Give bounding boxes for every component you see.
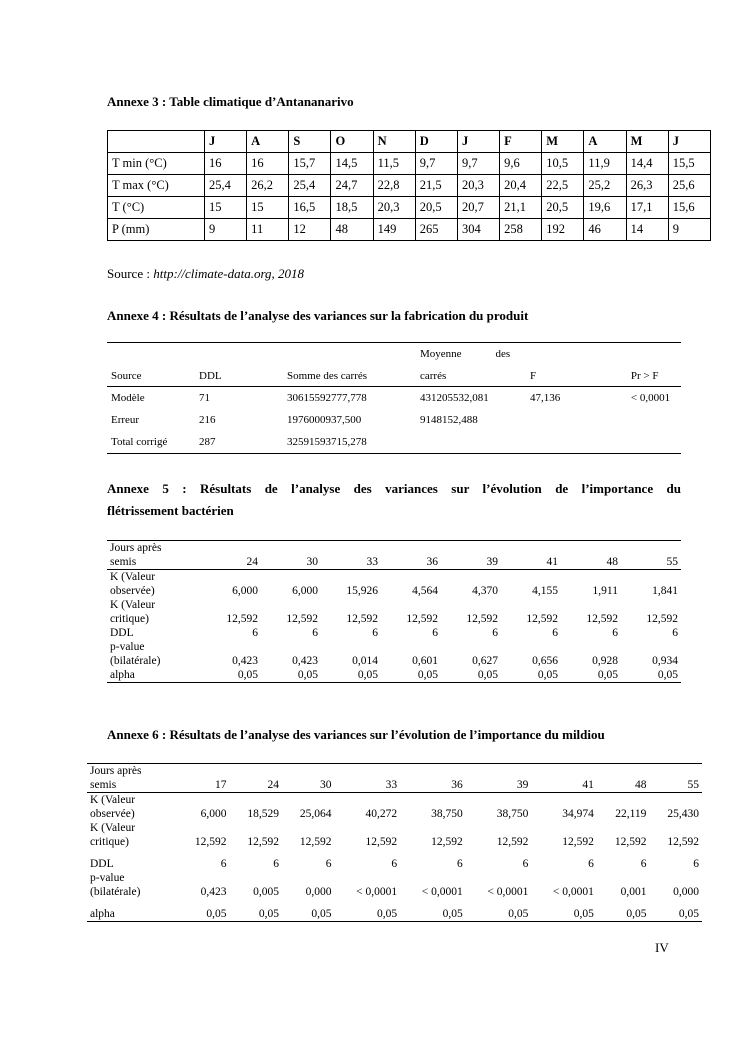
table-cell: 12 xyxy=(289,219,331,241)
table-cell: 216 xyxy=(199,414,216,426)
table-cell: 0,423 xyxy=(232,655,258,667)
table-cell: 14 xyxy=(626,219,668,241)
table-cell: 16 xyxy=(247,153,289,175)
climate-row xyxy=(108,197,711,219)
row-label: alpha xyxy=(107,668,201,683)
table-cell: 1,841 xyxy=(652,585,678,597)
table-cell: 16,5 xyxy=(289,197,331,219)
table-cell: 12,592 xyxy=(226,613,258,625)
day-header: 39 xyxy=(466,764,532,793)
table-cell: 71 xyxy=(199,392,210,404)
table-cell: 22,119 xyxy=(615,808,647,820)
day-header: 36 xyxy=(381,541,441,570)
table-cell: 0,05 xyxy=(261,668,321,683)
month-header: J xyxy=(668,131,710,153)
table-cell: 6 xyxy=(612,627,618,639)
table-cell: 6 xyxy=(693,858,699,870)
annexe4-title: Annexe 4 : Résultats de l’analyse des variances sur la fabrication du produit xyxy=(107,308,529,323)
table-cell: 12,592 xyxy=(247,836,280,848)
table-cell: 26,3 xyxy=(626,175,668,197)
table-cell: 21,5 xyxy=(415,175,457,197)
month-header: F xyxy=(500,131,542,153)
row-label: DDL xyxy=(90,858,114,870)
day-header: 48 xyxy=(561,541,621,570)
row-label: T min (°C) xyxy=(108,153,205,175)
day-header: 39 xyxy=(441,541,501,570)
table-cell: 10,5 xyxy=(542,153,584,175)
month-header: O xyxy=(331,131,373,153)
stat-row xyxy=(87,793,702,822)
header-ddl: DDL xyxy=(195,365,283,387)
table-cell: 0,05 xyxy=(621,668,681,683)
anova-ms-header-top: Moyenne des xyxy=(416,343,627,366)
day-header: 48 xyxy=(597,764,650,793)
table-cell: 25,4 xyxy=(205,175,247,197)
table-cell: 6 xyxy=(220,858,227,870)
table-cell: 0,05 xyxy=(501,668,561,683)
climate-row xyxy=(108,219,711,241)
table-cell: 4,370 xyxy=(472,585,498,597)
source-prefix: Source : xyxy=(107,266,154,281)
table-cell: 14,5 xyxy=(331,153,373,175)
page-number: IV xyxy=(655,940,669,955)
day-header: 41 xyxy=(501,541,561,570)
table-cell: 15,926 xyxy=(346,585,378,597)
table-cell: 0,001 xyxy=(620,886,647,898)
table-cell: 25,430 xyxy=(667,808,699,820)
table-cell: 0,05 xyxy=(335,899,401,922)
table-cell: 12,592 xyxy=(406,613,438,625)
header-ms: carrés xyxy=(416,365,526,387)
days-header-row xyxy=(87,764,702,793)
table-cell: 0,05 xyxy=(381,668,441,683)
climate-corner-cell xyxy=(108,131,205,153)
table-cell: 9,6 xyxy=(500,153,542,175)
table-cell: 25,2 xyxy=(584,175,626,197)
table-cell: 15,7 xyxy=(289,153,331,175)
table-cell: < 0,0001 xyxy=(630,392,671,404)
table-cell: 20,4 xyxy=(500,175,542,197)
table-cell: < 0,0001 xyxy=(552,886,594,898)
table-cell: 20,5 xyxy=(542,197,584,219)
anova-header-top xyxy=(107,343,681,366)
table-cell: 9 xyxy=(668,219,710,241)
table-cell: 18,5 xyxy=(331,197,373,219)
anova-row xyxy=(107,431,681,454)
table-cell: 15 xyxy=(205,197,247,219)
table-cell: 18,529 xyxy=(247,808,280,820)
month-header: S xyxy=(289,131,331,153)
table-cell: 258 xyxy=(500,219,542,241)
row-label: DDL xyxy=(110,627,134,639)
table-cell: 6,000 xyxy=(200,808,227,820)
table-cell: 12,592 xyxy=(286,613,318,625)
row-label: alpha xyxy=(87,899,177,922)
stat-row xyxy=(87,899,702,922)
climate-source xyxy=(107,266,304,282)
day-header: 30 xyxy=(282,764,335,793)
table-cell: 6,000 xyxy=(292,585,318,597)
table-cell: 0,05 xyxy=(400,899,466,922)
table-cell xyxy=(526,409,627,431)
stat-row xyxy=(107,668,681,683)
table-cell: 22,5 xyxy=(542,175,584,197)
table-cell: 12,592 xyxy=(526,613,558,625)
table-cell: 11 xyxy=(247,219,289,241)
table-cell xyxy=(627,409,681,431)
table-cell: 0,014 xyxy=(352,655,378,667)
table-cell: 12,592 xyxy=(646,613,678,625)
table-cell: 0,05 xyxy=(230,899,283,922)
table-cell: Total corrigé xyxy=(107,431,195,454)
table-cell: 14,4 xyxy=(626,153,668,175)
table-cell: 25,4 xyxy=(289,175,331,197)
month-header: J xyxy=(205,131,247,153)
header-source: Source xyxy=(107,365,195,387)
table-cell: 0,05 xyxy=(282,899,335,922)
table-cell: 25,064 xyxy=(299,808,332,820)
table-cell: 38,750 xyxy=(496,808,529,820)
anova-table xyxy=(107,342,681,454)
table-cell: 26,2 xyxy=(247,175,289,197)
month-header: M xyxy=(626,131,668,153)
table-cell: 34,974 xyxy=(562,808,594,820)
table-cell: 4,564 xyxy=(412,585,438,597)
day-header: 33 xyxy=(335,764,401,793)
day-header: 24 xyxy=(230,764,283,793)
source-link[interactable]: http://climate-data.org, 2018 xyxy=(153,266,305,281)
kruskal-table-annexe6 xyxy=(87,763,702,922)
table-cell: 6 xyxy=(372,627,378,639)
table-cell: 22,8 xyxy=(373,175,415,197)
table-cell: 0,05 xyxy=(649,899,702,922)
annexe5-title-line1: Annexe 5 : Résultats de l’analyse des variances sur l’évolution de l’importance du xyxy=(107,481,681,496)
header-label: Jours après semis xyxy=(107,541,201,570)
table-cell: 0,05 xyxy=(201,668,261,683)
stat-row xyxy=(107,598,681,626)
annexe6-title: Annexe 6 : Résultats de l’analyse des variances sur l’évolution de l’importance du mildiou xyxy=(107,727,605,742)
stat-row xyxy=(87,821,702,849)
stat-row xyxy=(107,640,681,668)
table-cell: 6 xyxy=(273,858,280,870)
month-header: A xyxy=(584,131,626,153)
table-cell: 0,656 xyxy=(532,655,558,667)
day-header: 33 xyxy=(321,541,381,570)
table-cell: 6 xyxy=(522,858,529,870)
table-cell: 12,592 xyxy=(365,836,398,848)
row-label: T (°C) xyxy=(108,197,205,219)
table-cell: 11,5 xyxy=(373,153,415,175)
table-cell: 9,7 xyxy=(415,153,457,175)
table-cell: 15,5 xyxy=(668,153,710,175)
table-cell: 0,005 xyxy=(253,886,280,898)
row-label: K (Valeur observée) xyxy=(90,794,136,820)
table-cell: 12,592 xyxy=(667,836,699,848)
table-cell: 6 xyxy=(252,627,258,639)
table-cell: 0,05 xyxy=(531,899,597,922)
stat-row xyxy=(107,626,681,640)
table-cell: 12,592 xyxy=(194,836,227,848)
table-cell: 12,592 xyxy=(496,836,529,848)
anova-row xyxy=(107,409,681,431)
table-cell: 30615592777,778 xyxy=(287,392,367,404)
day-header: 30 xyxy=(261,541,321,570)
annexe5-title-line2: flétrissement bactérien xyxy=(107,503,234,518)
anova-header-bottom xyxy=(107,365,681,387)
table-cell: 0,627 xyxy=(472,655,498,667)
table-cell: 6 xyxy=(588,858,594,870)
table-cell: 15,6 xyxy=(668,197,710,219)
table-cell: 17,1 xyxy=(626,197,668,219)
table-cell: 6 xyxy=(325,858,332,870)
stat-row xyxy=(107,570,681,599)
table-cell: 0,05 xyxy=(177,899,230,922)
table-cell: 12,592 xyxy=(466,613,498,625)
day-header: 36 xyxy=(400,764,466,793)
table-cell: 12,592 xyxy=(562,836,594,848)
climate-row xyxy=(108,175,711,197)
table-cell: 0,934 xyxy=(652,655,678,667)
table-cell: 20,3 xyxy=(457,175,499,197)
table-cell: 6 xyxy=(432,627,438,639)
table-cell: 20,5 xyxy=(415,197,457,219)
table-cell: 40,272 xyxy=(365,808,398,820)
table-cell: 32591593715,278 xyxy=(283,431,416,454)
table-cell: 192 xyxy=(542,219,584,241)
table-cell: 9 xyxy=(205,219,247,241)
table-cell xyxy=(627,431,681,454)
stat-row xyxy=(87,849,702,871)
climate-header-row xyxy=(108,131,711,153)
table-cell xyxy=(526,431,627,454)
table-cell: 24,7 xyxy=(331,175,373,197)
table-cell: 431205532,081 xyxy=(420,392,489,404)
header-ssq: Somme des carrés xyxy=(283,365,416,387)
table-cell: 15 xyxy=(247,197,289,219)
header-f: F xyxy=(526,365,627,387)
table-cell: 0,05 xyxy=(466,899,532,922)
row-label: T max (°C) xyxy=(108,175,205,197)
table-cell: 1,911 xyxy=(592,585,618,597)
header-label: Jours après semis xyxy=(87,764,177,793)
table-cell: < 0,0001 xyxy=(421,886,463,898)
table-cell: 16 xyxy=(205,153,247,175)
table-cell: 6 xyxy=(640,858,647,870)
table-cell: 47,136 xyxy=(530,392,561,404)
table-cell: 20,3 xyxy=(373,197,415,219)
table-cell: 6 xyxy=(552,627,558,639)
table-cell: 6 xyxy=(672,627,678,639)
table-cell: 12,592 xyxy=(586,613,618,625)
table-cell: 12,592 xyxy=(346,613,378,625)
month-header: N xyxy=(373,131,415,153)
table-cell: 6,000 xyxy=(232,585,258,597)
table-cell: 48 xyxy=(331,219,373,241)
table-cell: 0,05 xyxy=(561,668,621,683)
climate-table xyxy=(107,130,711,241)
table-cell: 12,592 xyxy=(431,836,463,848)
table-cell: < 0,0001 xyxy=(356,886,398,898)
table-cell xyxy=(416,431,526,454)
table-cell: 0,601 xyxy=(412,655,438,667)
day-header: 24 xyxy=(201,541,261,570)
table-cell: 6 xyxy=(492,627,498,639)
day-header: 55 xyxy=(649,764,702,793)
table-cell: 9148152,488 xyxy=(420,414,478,426)
table-cell: 287 xyxy=(195,431,283,454)
day-header: 17 xyxy=(177,764,230,793)
table-cell: 149 xyxy=(373,219,415,241)
climate-row xyxy=(108,153,711,175)
table-cell: 265 xyxy=(415,219,457,241)
table-cell: 21,1 xyxy=(500,197,542,219)
table-cell: 0,928 xyxy=(592,655,618,667)
row-label: K (Valeur observée) xyxy=(110,571,156,597)
table-cell: < 0,0001 xyxy=(487,886,529,898)
row-label: p-value (bilatérale) xyxy=(90,872,141,898)
table-cell: Erreur xyxy=(111,414,140,426)
table-cell: 6 xyxy=(312,627,318,639)
table-cell: 20,7 xyxy=(457,197,499,219)
table-cell: 304 xyxy=(457,219,499,241)
table-cell: 0,05 xyxy=(321,668,381,683)
days-header-row xyxy=(107,541,681,570)
table-cell: 25,6 xyxy=(668,175,710,197)
table-cell: 6 xyxy=(391,858,398,870)
table-cell: 0,05 xyxy=(597,899,650,922)
day-header: 41 xyxy=(531,764,597,793)
row-label: p-value (bilatérale) xyxy=(110,641,161,667)
month-header: J xyxy=(457,131,499,153)
table-cell: 0,000 xyxy=(673,886,699,898)
table-cell: 38,750 xyxy=(431,808,463,820)
table-cell: 1976000937,500 xyxy=(287,414,362,426)
stat-row xyxy=(87,871,702,899)
month-header: D xyxy=(415,131,457,153)
header-p: Pr > F xyxy=(627,365,681,387)
table-cell: 0,423 xyxy=(200,886,227,898)
month-header: M xyxy=(542,131,584,153)
month-header: A xyxy=(247,131,289,153)
kruskal-table-annexe5 xyxy=(107,540,681,683)
annexe3-title: Annexe 3 : Table climatique d’Antananarivo xyxy=(107,94,354,109)
table-cell: 46 xyxy=(584,219,626,241)
table-cell: 6 xyxy=(456,858,463,870)
table-cell: Modèle xyxy=(111,392,145,404)
row-label: K (Valeur critique) xyxy=(110,599,156,625)
day-header: 55 xyxy=(621,541,681,570)
anova-row xyxy=(107,387,681,410)
table-cell: 12,592 xyxy=(299,836,332,848)
row-label: K (Valeur critique) xyxy=(90,822,136,848)
table-cell: 4,155 xyxy=(532,585,558,597)
table-cell: 12,592 xyxy=(614,836,647,848)
table-cell: 19,6 xyxy=(584,197,626,219)
table-cell: 9,7 xyxy=(457,153,499,175)
table-cell: 0,05 xyxy=(441,668,501,683)
table-cell: 0,423 xyxy=(292,655,318,667)
table-cell: 0,000 xyxy=(305,886,332,898)
table-cell: 11,9 xyxy=(584,153,626,175)
row-label: P (mm) xyxy=(108,219,205,241)
